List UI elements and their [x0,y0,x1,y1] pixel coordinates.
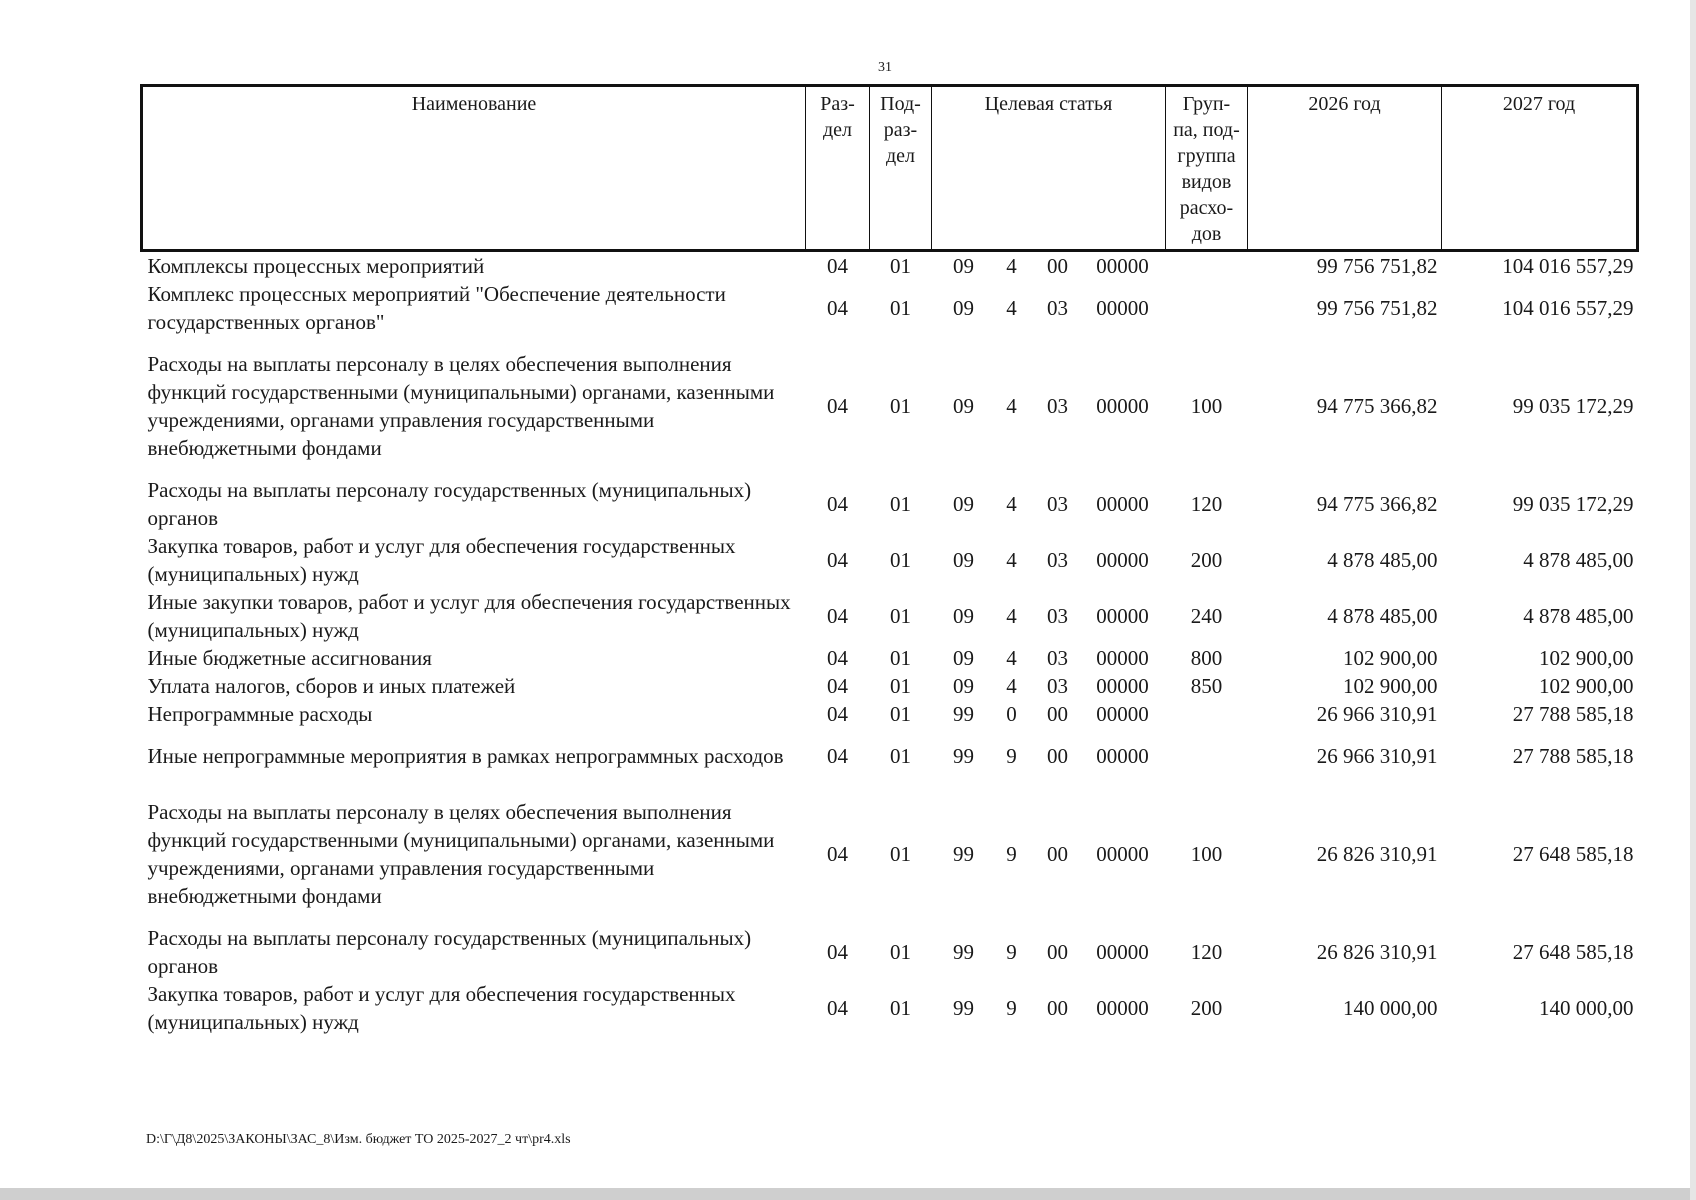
row-celevaya-statya [932,980,1166,1036]
celevaya-part-cs2: 4 [1006,394,1017,418]
row-name: Уплата налогов, сборов и иных платежей [147,674,516,698]
header-podrazdel: Под- раз- дел [870,86,932,251]
row-2026: 4 878 485,00 [1327,604,1438,628]
celevaya-part-cs1: 09 [953,646,974,670]
row-celevaya-statya [932,280,1166,336]
row-2027: 27 788 585,18 [1512,702,1634,726]
row-podrazdel: 01 [890,492,911,516]
row-gruppa [1166,700,1248,728]
table-row [142,728,1638,784]
row-podrazdel: 01 [890,674,911,698]
celevaya-part-cs2: 4 [1006,548,1017,572]
row-2027: 99 035 172,29 [1512,394,1634,418]
budget-table [140,84,1639,1036]
row-gruppa: 200 [1190,996,1223,1020]
scan-bottom-edge [0,1188,1696,1200]
row-name: Расходы на выплаты персоналу в целях обеспечения выполнения функций государственными (муниципальными) органами, казенными учреждениями, органами управления государственными внебюджетными фондами [147,800,775,908]
celevaya-part-cs4: 00000 [1096,548,1149,572]
row-razdel: 04 [827,940,848,964]
celevaya-part-cs3: 03 [1047,548,1068,572]
celevaya-part-cs2: 4 [1006,254,1017,278]
row-podrazdel: 01 [890,996,911,1020]
celevaya-part-cs4: 00000 [1096,842,1149,866]
table-row [142,336,1638,476]
row-razdel: 04 [827,394,848,418]
header-2026: 2026 год [1248,86,1442,251]
celevaya-part-cs3: 00 [1047,254,1068,278]
celevaya-part-cs1: 09 [953,254,974,278]
celevaya-part-cs2: 4 [1006,674,1017,698]
row-gruppa [1166,251,1248,281]
row-name: Расходы на выплаты персоналу государственных (муниципальных) органов [147,926,752,978]
row-name: Закупка товаров, работ и услуг для обеспечения государственных (муниципальных) нужд [147,534,736,586]
row-2026: 4 878 485,00 [1327,548,1438,572]
row-name: Непрограммные расходы [147,702,373,726]
footer-file-path: D:\Г\Д8\2025\ЗАКОНЫ\ЗАС_8\Изм. бюджет ТО 2025-2027_2 чт\pr4.xls [146,1132,571,1147]
row-razdel: 04 [827,254,848,278]
table-row [142,476,1638,532]
celevaya-part-cs1: 09 [953,604,974,628]
row-podrazdel: 01 [890,842,911,866]
table-body [142,251,1638,1037]
row-2027: 99 035 172,29 [1512,492,1634,516]
row-2027: 104 016 557,29 [1502,254,1634,278]
celevaya-part-cs2: 9 [1006,996,1017,1020]
row-razdel: 04 [827,702,848,726]
row-podrazdel: 01 [890,254,911,278]
row-razdel: 04 [827,842,848,866]
row-2026: 94 775 366,82 [1316,394,1438,418]
row-name: Иные закупки товаров, работ и услуг для обеспечения государственных (муниципальных) нужд [147,590,791,642]
celevaya-part-cs3: 00 [1047,940,1068,964]
row-name: Иные бюджетные ассигнования [147,646,432,670]
celevaya-part-cs1: 99 [953,996,974,1020]
row-2027: 27 788 585,18 [1512,744,1634,768]
table-row [142,672,1638,700]
row-2027: 102 900,00 [1539,674,1634,698]
celevaya-part-cs4: 00000 [1096,674,1149,698]
row-name: Расходы на выплаты персоналу в целях обеспечения выполнения функций государственными (муниципальными) органами, казенными учреждениями, органами управления государственными внебюджетными фондами [147,352,775,460]
page-number: 31 [878,60,892,75]
row-2027: 102 900,00 [1539,646,1634,670]
row-razdel: 04 [827,674,848,698]
row-2026: 26 966 310,91 [1316,744,1438,768]
row-podrazdel: 01 [890,296,911,320]
row-name: Расходы на выплаты персоналу государственных (муниципальных) органов [147,478,752,530]
table-row [142,644,1638,672]
row-2027: 27 648 585,18 [1512,842,1634,866]
celevaya-part-cs4: 00000 [1096,254,1149,278]
table-row [142,784,1638,924]
celevaya-part-cs1: 09 [953,674,974,698]
celevaya-part-cs1: 09 [953,296,974,320]
row-celevaya-statya [932,336,1166,476]
celevaya-part-cs3: 03 [1047,296,1068,320]
row-name: Закупка товаров, работ и услуг для обеспечения государственных (муниципальных) нужд [147,982,736,1034]
row-celevaya-statya [932,784,1166,924]
row-celevaya-statya [932,924,1166,980]
row-2027: 27 648 585,18 [1512,940,1634,964]
row-podrazdel: 01 [890,744,911,768]
celevaya-part-cs4: 00000 [1096,296,1149,320]
celevaya-part-cs1: 09 [953,492,974,516]
celevaya-part-cs4: 00000 [1096,604,1149,628]
row-podrazdel: 01 [890,394,911,418]
row-celevaya-statya [932,251,1166,281]
row-podrazdel: 01 [890,940,911,964]
row-celevaya-statya [932,728,1166,784]
row-2027: 104 016 557,29 [1502,296,1634,320]
table-row [142,251,1638,281]
celevaya-part-cs2: 4 [1006,646,1017,670]
row-name: Комплекс процессных мероприятий "Обеспечение деятельности государственных органов" [147,282,726,334]
table-row [142,280,1638,336]
table-row [142,700,1638,728]
row-gruppa [1166,280,1248,336]
row-celevaya-statya [932,532,1166,588]
celevaya-part-cs3: 03 [1047,394,1068,418]
header-2027: 2027 год [1442,86,1638,251]
celevaya-part-cs1: 99 [953,940,974,964]
celevaya-part-cs4: 00000 [1096,394,1149,418]
row-celevaya-statya [932,644,1166,672]
row-razdel: 04 [827,646,848,670]
celevaya-part-cs2: 9 [1006,940,1017,964]
celevaya-part-cs3: 00 [1047,842,1068,866]
celevaya-part-cs3: 00 [1047,702,1068,726]
celevaya-part-cs3: 03 [1047,492,1068,516]
celevaya-part-cs2: 9 [1006,842,1017,866]
celevaya-part-cs3: 03 [1047,674,1068,698]
row-2027: 140 000,00 [1539,996,1634,1020]
celevaya-part-cs1: 09 [953,394,974,418]
row-2027: 4 878 485,00 [1523,604,1634,628]
row-gruppa: 120 [1190,492,1223,516]
table-row [142,924,1638,980]
celevaya-part-cs4: 00000 [1096,996,1149,1020]
celevaya-part-cs2: 4 [1006,604,1017,628]
row-2026: 140 000,00 [1343,996,1438,1020]
row-2026: 26 826 310,91 [1316,842,1438,866]
row-podrazdel: 01 [890,548,911,572]
row-gruppa: 240 [1190,604,1223,628]
celevaya-part-cs4: 00000 [1096,646,1149,670]
row-celevaya-statya [932,476,1166,532]
row-celevaya-statya [932,700,1166,728]
celevaya-part-cs4: 00000 [1096,702,1149,726]
row-razdel: 04 [827,492,848,516]
row-gruppa: 850 [1190,674,1223,698]
celevaya-part-cs2: 4 [1006,296,1017,320]
row-2026: 99 756 751,82 [1316,254,1438,278]
row-gruppa: 200 [1190,548,1223,572]
celevaya-part-cs4: 00000 [1096,492,1149,516]
header-razdel: Раз- дел [806,86,870,251]
row-razdel: 04 [827,604,848,628]
row-2026: 102 900,00 [1343,674,1438,698]
row-2026: 94 775 366,82 [1316,492,1438,516]
table-row [142,980,1638,1036]
budget-table-wrapper [140,84,1639,1036]
scan-right-edge [1690,0,1696,1200]
row-gruppa: 120 [1190,940,1223,964]
table-row [142,532,1638,588]
celevaya-part-cs3: 00 [1047,744,1068,768]
celevaya-part-cs3: 00 [1047,996,1068,1020]
row-podrazdel: 01 [890,702,911,726]
row-podrazdel: 01 [890,604,911,628]
header-celevaya-statya: Целевая статья [932,86,1166,251]
header-name: Наименование [142,86,806,251]
row-celevaya-statya [932,588,1166,644]
celevaya-part-cs2: 0 [1006,702,1017,726]
row-podrazdel: 01 [890,646,911,670]
row-2026: 26 826 310,91 [1316,940,1438,964]
celevaya-part-cs1: 09 [953,548,974,572]
table-header [142,86,1638,251]
row-2026: 26 966 310,91 [1316,702,1438,726]
row-razdel: 04 [827,548,848,572]
celevaya-part-cs1: 99 [953,702,974,726]
row-razdel: 04 [827,996,848,1020]
row-name: Иные непрограммные мероприятия в рамках непрограммных расходов [147,744,784,768]
row-razdel: 04 [827,744,848,768]
row-2026: 102 900,00 [1343,646,1438,670]
celevaya-part-cs2: 9 [1006,744,1017,768]
celevaya-part-cs4: 00000 [1096,940,1149,964]
celevaya-part-cs3: 03 [1047,646,1068,670]
celevaya-part-cs1: 99 [953,842,974,866]
celevaya-part-cs2: 4 [1006,492,1017,516]
row-celevaya-statya [932,672,1166,700]
header-gruppa: Груп- па, под- группа видов расхо- дов [1166,86,1248,251]
row-gruppa: 100 [1190,394,1223,418]
row-gruppa: 100 [1190,842,1223,866]
table-row [142,588,1638,644]
row-gruppa: 800 [1190,646,1223,670]
celevaya-part-cs4: 00000 [1096,744,1149,768]
row-2027: 4 878 485,00 [1523,548,1634,572]
row-name: Комплексы процессных мероприятий [147,254,485,278]
row-razdel: 04 [827,296,848,320]
row-2026: 99 756 751,82 [1316,296,1438,320]
row-gruppa [1166,728,1248,784]
celevaya-part-cs1: 99 [953,744,974,768]
celevaya-part-cs3: 03 [1047,604,1068,628]
